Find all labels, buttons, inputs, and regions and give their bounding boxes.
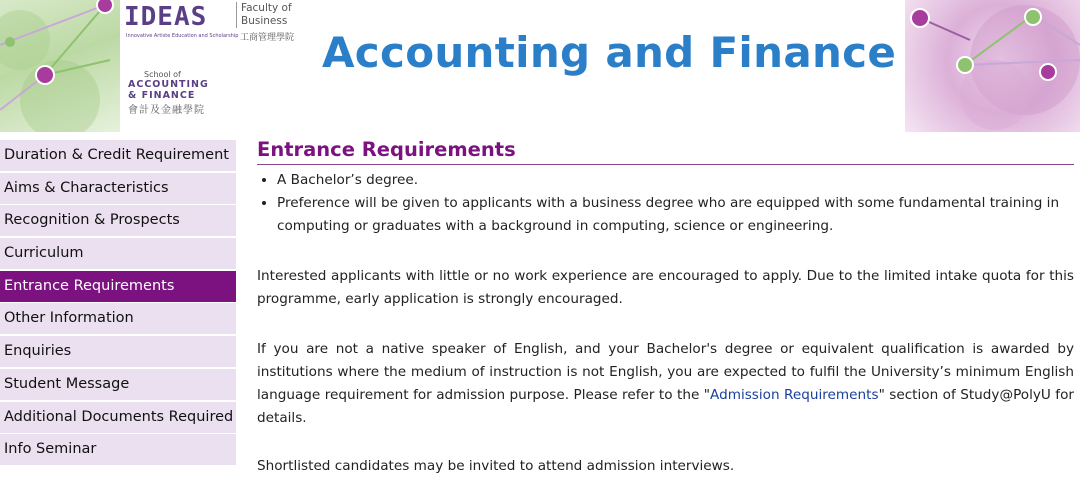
finance-text: & FINANCE	[128, 90, 196, 101]
english-requirement-text: If you are not a native speaker of English, and your Bachelor's degree or equivalent qualification is awarded by institutions where the medium of instruction is not English, you are expected to fulfil the University’s minimum English language requirement for admission purpose. Please refer to the "	[257, 341, 1074, 403]
main-content	[257, 138, 1074, 478]
faculty-name-chinese: 工商管理學院	[240, 33, 295, 43]
sidebar-item-student-message[interactable]: Student Message	[0, 369, 236, 400]
business-text: Business	[241, 15, 288, 27]
banner-left-decoration	[0, 0, 120, 132]
programme-title: Accounting and Finance	[322, 28, 897, 77]
admission-requirements-link[interactable]: Admission Requirements	[710, 387, 879, 403]
work-experience-paragraph: Interested applicants with little or no work experience are encouraged to apply. Due to the limited intake quota for this programme, early application is strongly encouraged.	[257, 268, 1074, 307]
sidebar-item-additional-documents[interactable]: Additional Documents Required	[0, 402, 236, 433]
english-requirement-text-end: " section of Study@PolyU for details.	[257, 387, 1075, 426]
school-of-text: School of	[144, 70, 181, 79]
faculty-logo[interactable]	[124, 2, 299, 127]
sidebar-item-entrance-requirements[interactable]: Entrance Requirements	[0, 271, 236, 302]
requirements-list	[257, 169, 1074, 238]
list-item: • Preference will be given to applicants with a business degree who are equipped with some fundamental training in computing or graduates with a background in computing, science or engineering.	[277, 192, 1074, 238]
sidebar-nav	[0, 140, 236, 467]
sidebar-item-recognition-prospects[interactable]: Recognition & Prospects	[0, 205, 236, 236]
faculty-name	[236, 2, 292, 28]
faculty-of-text: Faculty of	[241, 2, 292, 14]
network-graphic-left-icon	[0, 0, 120, 132]
interview-paragraph: Shortlisted candidates may be invited to attend admission interviews.	[257, 458, 735, 474]
ideas-logo-text: IDEAS	[124, 2, 208, 32]
banner-right-decoration	[905, 0, 1080, 132]
page-title: Entrance Requirements	[257, 138, 1074, 165]
site-header	[0, 0, 1080, 132]
accounting-text: ACCOUNTING	[128, 79, 209, 90]
list-item: • A Bachelor’s degree.	[277, 169, 1074, 192]
sidebar-item-enquiries[interactable]: Enquiries	[0, 336, 236, 367]
network-graphic-right-icon	[905, 0, 1080, 132]
sidebar-item-info-seminar[interactable]: Info Seminar	[0, 434, 236, 465]
sidebar-item-other-information[interactable]: Other Information	[0, 303, 236, 334]
sidebar-item-duration-credit[interactable]: Duration & Credit Requirement	[0, 140, 236, 171]
school-name	[128, 79, 209, 101]
sidebar-item-aims-characteristics[interactable]: Aims & Characteristics	[0, 173, 236, 204]
school-name-chinese: 會計及金融學院	[128, 105, 205, 116]
english-requirement-paragraph	[257, 338, 1074, 430]
sidebar-item-curriculum[interactable]: Curriculum	[0, 238, 236, 269]
ideas-tagline: Innovative Artiste Education and Scholarship	[126, 33, 239, 39]
